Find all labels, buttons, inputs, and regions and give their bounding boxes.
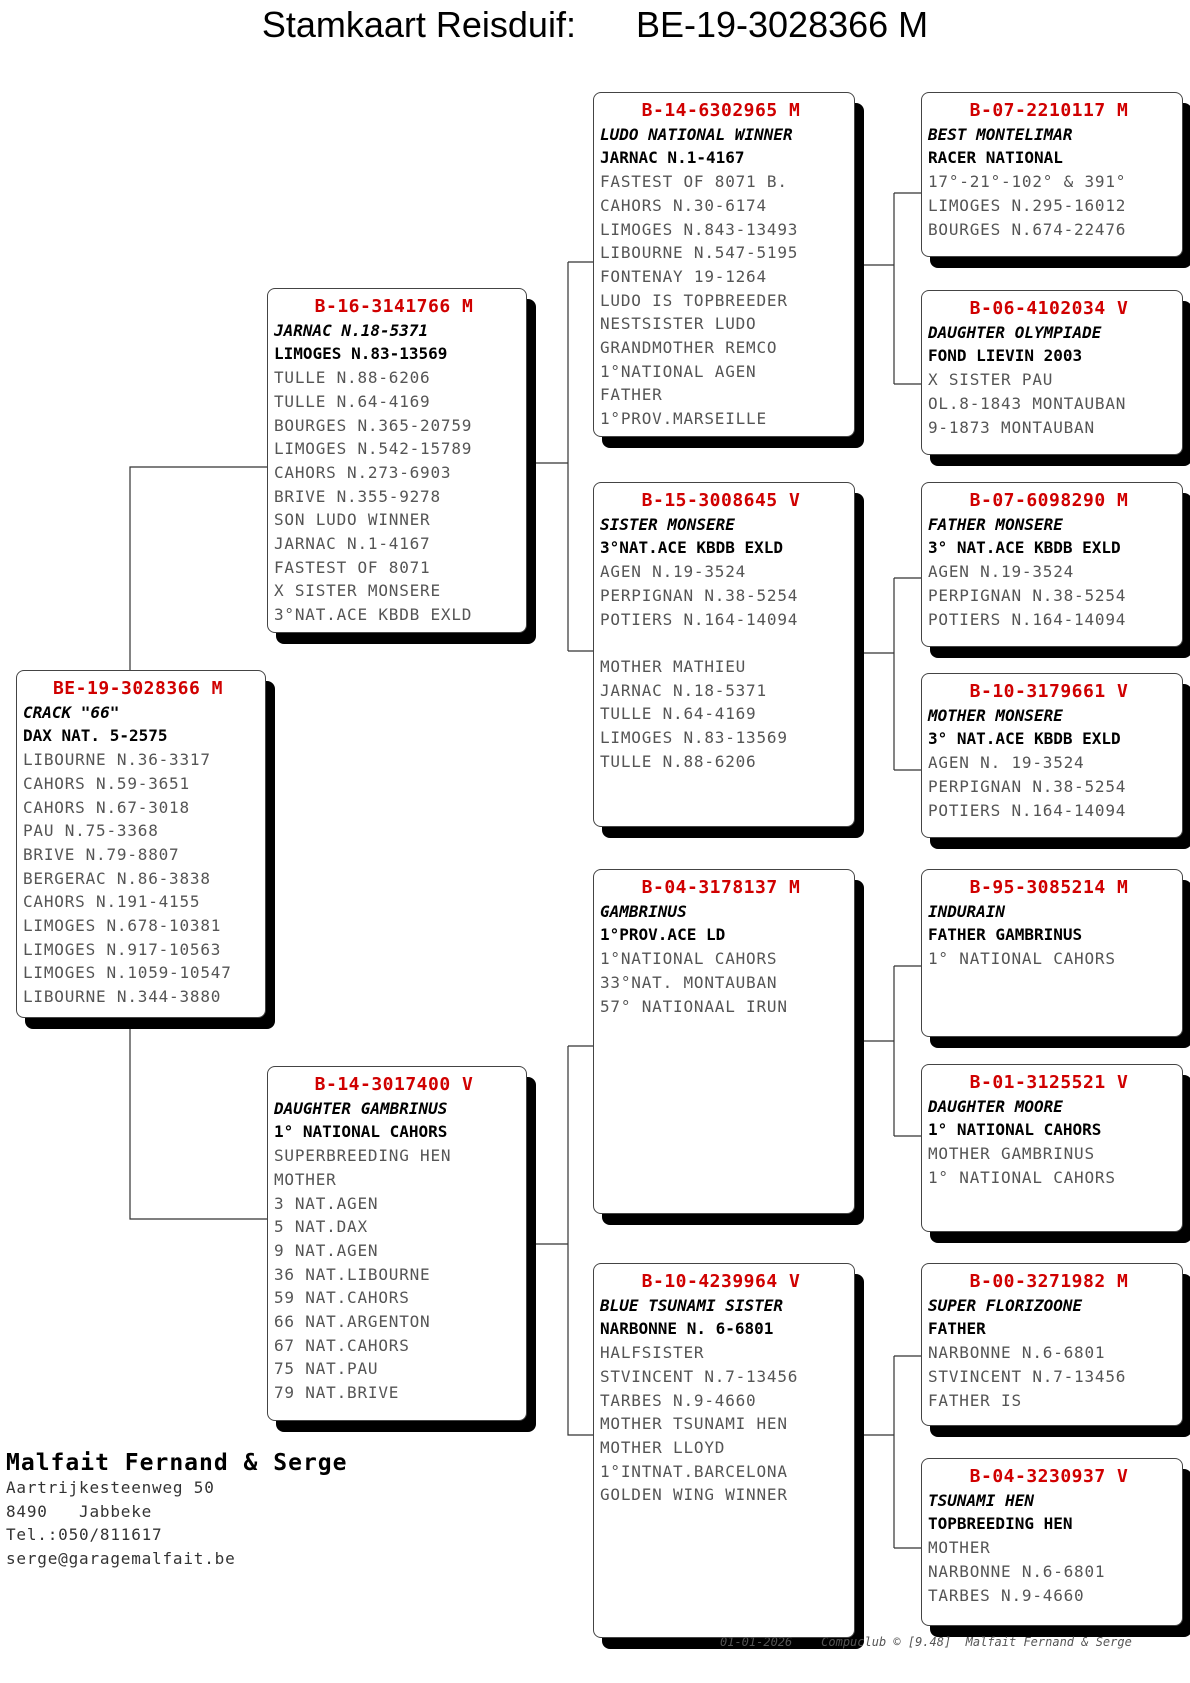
result-line: LIBOURNE N.36-3317 [23,750,211,770]
pigeon-card-sd-sire [921,482,1183,647]
result-line: NARBONNE N.6-6801 [928,1561,1106,1581]
pigeon-name: DAUGHTER MOORE [928,1096,1063,1116]
result-line: PERPIGNAN N.38-5254 [928,585,1127,605]
result-line: TULLE N.88-6206 [274,368,431,388]
result-line: AGEN N.19-3524 [600,562,747,582]
result-line: LIMOGES N.1059-10547 [23,963,232,983]
footer-credit: Compuclub © [9.48] [821,1635,952,1649]
result-line: 33°NAT. MONTAUBAN [600,972,778,992]
result-line [600,631,854,655]
pigeon-card-sire-dam [593,482,855,827]
pigeon-highlight: NARBONNE N. 6-6801 [600,1319,774,1339]
connector-sire-parents [528,262,594,651]
ring-number: B-06-4102034 V [969,298,1129,319]
result-line: LIBOURNE N.344-3880 [23,987,222,1007]
connector-subject-dam [130,1024,267,1219]
result-line: POTIERS N.164-14094 [928,609,1127,629]
pigeon-name: INDURAIN [928,901,1006,921]
result-line: CAHORS N.67-3018 [23,797,190,817]
result-line: PERPIGNAN N.38-5254 [600,585,799,605]
pigeon-highlight: 3° NAT.ACE KBDB EXLD [928,538,1121,558]
result-line: AGEN N.19-3524 [928,562,1075,582]
connector-subject-sire [130,467,267,675]
result-line: BOURGES N.365-20759 [274,415,473,435]
ring-number: B-07-2210117 M [969,100,1129,121]
pigeon-highlight: RACER NATIONAL [928,148,1063,168]
result-line: 1° NATIONAL CAHORS [928,1167,1116,1187]
result-line: STVINCENT N.7-13456 [928,1366,1127,1386]
pigeon-name: GAMBRINUS [600,901,687,921]
result-line: FASTEST OF 8071 B. [600,172,788,192]
pigeon-name: FATHER MONSERE [928,514,1063,534]
result-line: POTIERS N.164-14094 [928,800,1127,820]
result-line: 17°-21°-102° & 391° [928,172,1127,192]
pigeon-highlight: 1° NATIONAL CAHORS [928,1120,1102,1140]
pigeon-highlight: LIMOGES N.83-13569 [274,344,448,364]
result-line: 59 NAT.CAHORS [274,1288,410,1308]
ring-number: B-04-3230937 V [969,1466,1129,1487]
result-line: JARNAC N.18-5371 [600,680,767,700]
ring-number: B-14-6302965 M [641,100,801,121]
ring-number: B-10-3179661 V [969,681,1129,702]
pigeon-card-sire [267,288,527,633]
result-line: MOTHER TSUNAMI HEN [600,1414,788,1434]
ring-number: B-95-3085214 M [969,877,1129,898]
footer [720,1635,1132,1649]
result-line: 9-1873 MONTAUBAN [928,417,1095,437]
pigeon-highlight: FATHER [928,1319,986,1339]
result-line: 66 NAT.ARGENTON [274,1312,431,1332]
result-line: LIMOGES N.678-10381 [23,916,222,936]
pigeon-name: DAUGHTER OLYMPIADE [928,322,1102,342]
result-line: X SISTER MONSERE [274,581,441,601]
result-line: BOURGES N.674-22476 [928,219,1127,239]
footer-owner: Malfait Fernand & Serge [965,1635,1132,1649]
result-line: PERPIGNAN N.38-5254 [928,776,1127,796]
result-line: LIMOGES N.843-13493 [600,219,799,239]
pigeon-card-sire-sire [593,92,855,437]
result-line: TARBES N.9-4660 [600,1390,757,1410]
result-line: LIMOGES N.83-13569 [600,728,788,748]
ring-number: B-15-3008645 V [641,490,801,511]
pigeon-card-dd-dam [921,1458,1183,1626]
pigeon-card-sd-dam [921,673,1183,838]
pigeon-card-ss-dam [921,290,1183,455]
result-line: 67 NAT.CAHORS [274,1335,410,1355]
pigeon-name: LUDO NATIONAL WINNER [600,124,793,144]
pigeon-highlight: 1° NATIONAL CAHORS [274,1122,448,1142]
ring-number: B-07-6098290 M [969,490,1129,511]
result-line: X SISTER PAU [928,370,1054,390]
result-line: TARBES N.9-4660 [928,1585,1085,1605]
owner-name: Malfait Fernand & Serge [6,1450,348,1476]
owner-street: Aartrijkesteenweg 50 [6,1478,215,1497]
ring-number: B-01-3125521 V [969,1072,1129,1093]
result-line: STVINCENT N.7-13456 [600,1366,799,1386]
ring-number: B-10-4239964 V [641,1271,801,1292]
pigeon-highlight: FATHER GAMBRINUS [928,925,1083,945]
owner-phone: Tel.:050/811617 [6,1525,163,1545]
result-line: 9 NAT.AGEN [274,1240,379,1260]
result-line: AGEN N. 19-3524 [928,753,1085,773]
pigeon-highlight: 1°PROV.ACE LD [600,925,726,945]
result-line: FONTENAY 19-1264 [600,266,767,286]
result-line: 79 NAT.BRIVE [274,1383,400,1403]
result-line: CAHORS N.59-3651 [23,773,190,793]
result-line: SUPERBREEDING HEN [274,1146,452,1166]
pigeon-card-dam-sire [593,869,855,1214]
pigeon-highlight: 3° NAT.ACE KBDB EXLD [928,729,1121,749]
footer-date: 01-01-2026 [720,1635,793,1649]
pigeon-card-ds-sire [921,869,1183,1037]
result-line: CAHORS N.273-6903 [274,462,452,482]
ring-number: B-04-3178137 M [641,877,801,898]
pigeon-card-dam-dam [593,1263,855,1638]
ring-number: B-14-3017400 V [314,1074,474,1095]
result-line: GRANDMOTHER REMCO [600,338,778,358]
result-line: LIBOURNE N.547-5195 [600,243,799,263]
ring-number: B-16-3141766 M [314,296,474,317]
pigeon-name: DAUGHTER GAMBRINUS [274,1098,448,1118]
pigeon-name: CRACK "66" [23,702,120,722]
result-line: 1°NATIONAL CAHORS [600,949,778,969]
pigeon-card-ss-sire [921,92,1183,257]
result-line: MOTHER MATHIEU [600,656,747,676]
result-line: 1°PROV.MARSEILLE [600,409,767,429]
result-line: TULLE N.64-4169 [274,391,431,411]
result-line: MOTHER [274,1169,337,1189]
pigeon-name: MOTHER MONSERE [928,705,1063,725]
result-line: 1°NATIONAL AGEN [600,361,757,381]
result-line: 5 NAT.DAX [274,1217,368,1237]
result-line: CAHORS N.30-6174 [600,195,767,215]
result-line: 75 NAT.PAU [274,1359,379,1379]
title-ring-number: BE-19-3028366 M [635,4,929,45]
result-line: HALFSISTER [600,1343,705,1363]
pigeon-highlight: 3°NAT.ACE KBDB EXLD [600,538,784,558]
result-line: MOTHER [928,1538,991,1558]
result-line: LIMOGES N.542-15789 [274,439,473,459]
result-line: OL.8-1843 MONTAUBAN [928,393,1127,413]
result-line: PAU N.75-3368 [23,821,159,841]
result-line: FATHER IS [928,1390,1022,1410]
pigeon-highlight: FOND LIEVIN 2003 [928,346,1083,366]
pigeon-name: SUPER FLORIZOONE [928,1295,1083,1315]
pigeon-highlight: TOPBREEDING HEN [928,1514,1073,1534]
title-label: Stamkaart Reisduif: [261,4,576,45]
result-line: CAHORS N.191-4155 [23,892,201,912]
result-line: GOLDEN WING WINNER [600,1485,788,1505]
result-line: BRIVE N.355-9278 [274,486,441,506]
result-line: JARNAC N.1-4167 [274,534,431,554]
ring-number: B-00-3271982 M [969,1271,1129,1292]
result-line: TULLE N.64-4169 [600,704,757,724]
connector-gg-3 [856,966,922,1136]
connector-gg-2 [856,578,922,770]
owner-city: 8490 Jabbeke [6,1501,153,1521]
result-line: NARBONNE N.6-6801 [928,1343,1106,1363]
result-line: LUDO IS TOPBREEDER [600,290,788,310]
result-line: TULLE N.88-6206 [600,751,757,771]
result-line: POTIERS N.164-14094 [600,609,799,629]
result-line: MOTHER LLOYD [600,1437,726,1457]
pigeon-card-ds-dam [921,1064,1183,1232]
result-line: 3 NAT.AGEN [274,1193,379,1213]
owner-block [6,1450,348,1571]
pigeon-name: SISTER MONSERE [600,514,735,534]
pigeon-highlight: DAX NAT. 5-2575 [23,726,168,746]
ring-number: BE-19-3028366 M [52,678,224,699]
result-line: 1° NATIONAL CAHORS [928,949,1116,969]
pigeon-name: BLUE TSUNAMI SISTER [600,1295,784,1315]
pigeon-name: BEST MONTELIMAR [928,124,1073,144]
connector-gg-4 [856,1356,922,1548]
result-line: MOTHER GAMBRINUS [928,1144,1095,1164]
owner-email[interactable]: serge@garagemalfait.be [6,1549,236,1569]
result-line: BRIVE N.79-8807 [23,844,180,864]
pigeon-card-dd-sire [921,1263,1183,1426]
connector-dam-parents [528,1046,594,1435]
result-line: FATHER [600,385,663,405]
result-line: SON LUDO WINNER [274,510,431,530]
pigeon-card-subject [16,670,266,1018]
pigeon-highlight: JARNAC N.1-4167 [600,148,745,168]
result-line: 57° NATIONAAL IRUN [600,996,788,1016]
result-line: LIMOGES N.917-10563 [23,939,222,959]
result-line: NESTSISTER LUDO [600,314,757,334]
result-line: 3°NAT.ACE KBDB EXLD [274,605,473,625]
connector-gg-1 [856,193,922,384]
pigeon-name: JARNAC N.18-5371 [274,320,429,340]
result-line: LIMOGES N.295-16012 [928,195,1127,215]
result-line: 1°INTNAT.BARCELONA [600,1461,788,1481]
result-line: BERGERAC N.86-3838 [23,868,211,888]
pigeon-name: TSUNAMI HEN [928,1490,1034,1510]
result-line: 36 NAT.LIBOURNE [274,1264,431,1284]
result-line: FASTEST OF 8071 [274,557,431,577]
pigeon-card-dam [267,1066,527,1421]
